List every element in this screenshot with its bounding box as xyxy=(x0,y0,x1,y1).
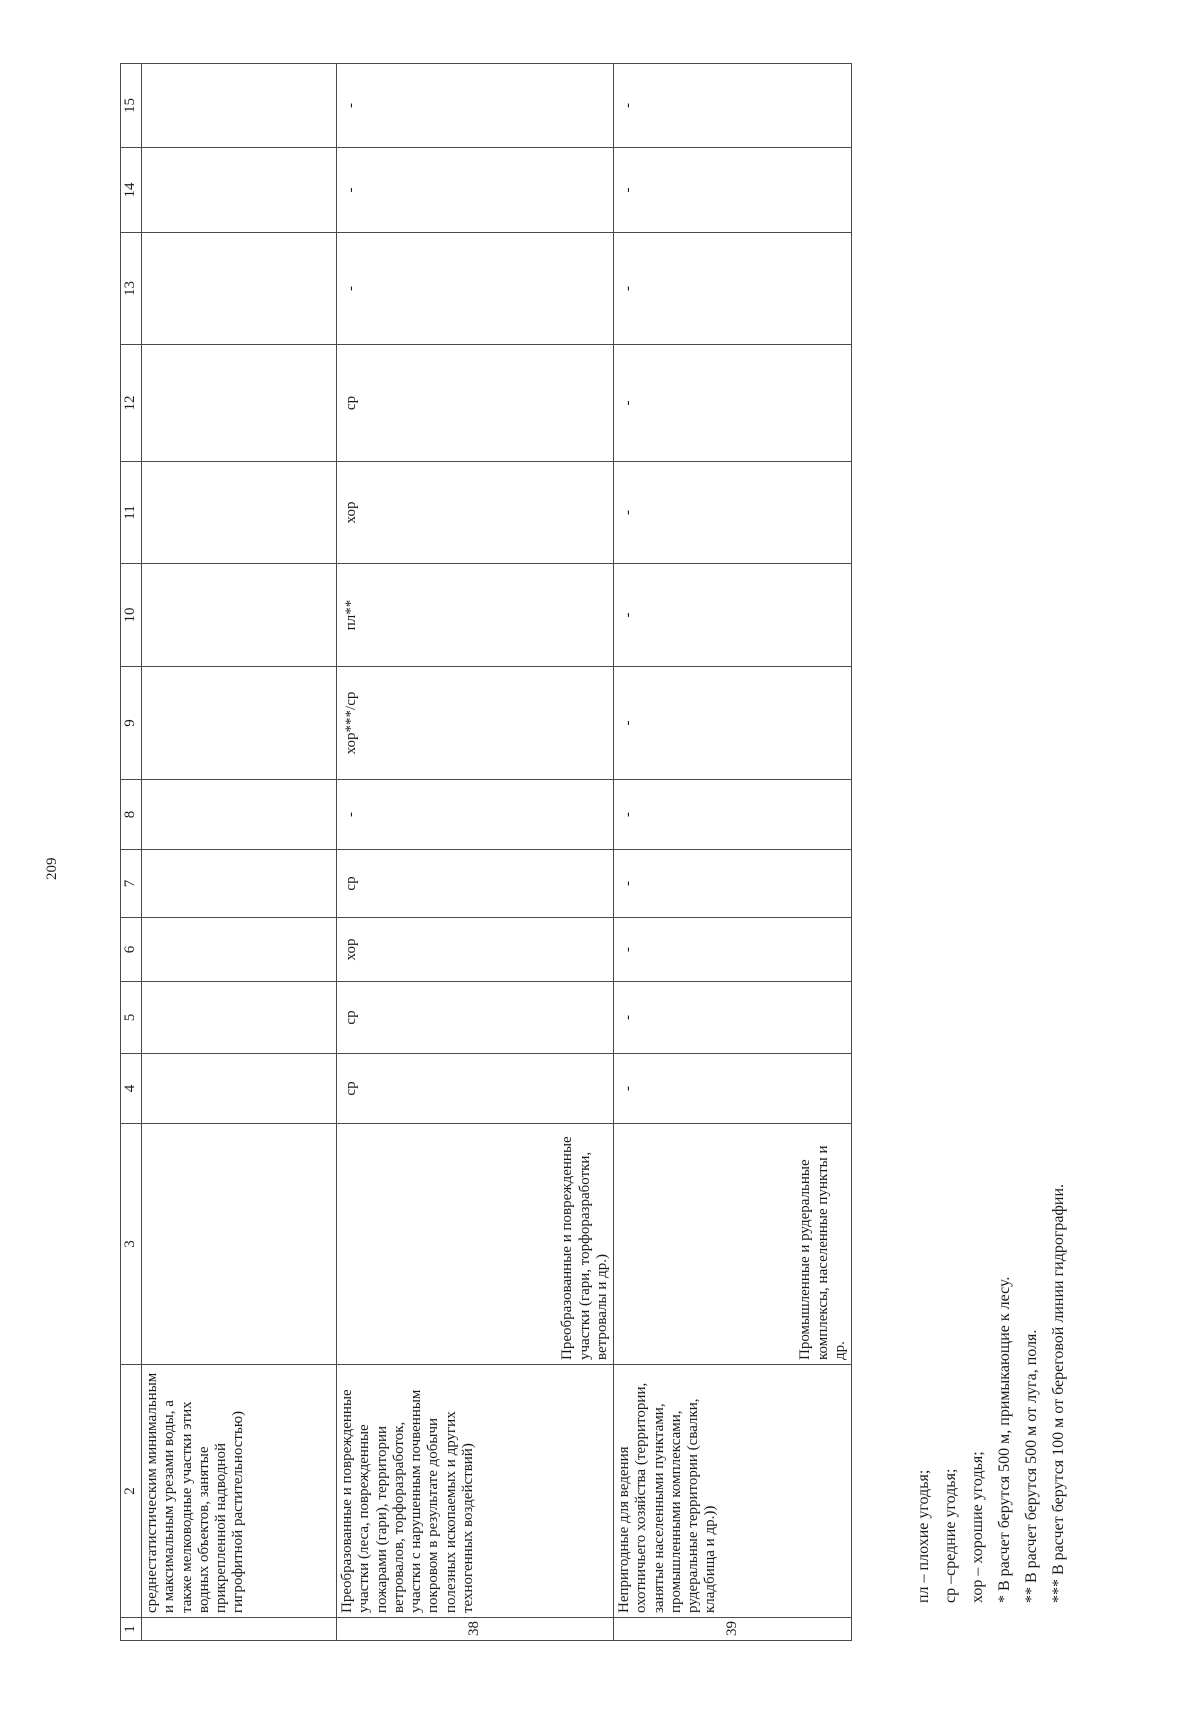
land-type xyxy=(142,1124,337,1365)
column-number: 9 xyxy=(121,667,142,780)
quality-cell: - xyxy=(614,982,852,1054)
quality-cell xyxy=(142,780,337,850)
quality-cell: хор xyxy=(337,462,614,564)
table-row xyxy=(614,64,852,1641)
column-number: 13 xyxy=(121,233,142,345)
page-number: 209 xyxy=(44,857,60,880)
column-number: 11 xyxy=(121,462,142,564)
column-number: 6 xyxy=(121,918,142,982)
quality-cell: - xyxy=(614,64,852,148)
land-type: Промышленные и рудеральные комплексы, населенные пункты и др. xyxy=(614,1124,852,1365)
column-number: 4 xyxy=(121,1054,142,1124)
note-line: ** В расчет берутся 500 м от луга, поля. xyxy=(1023,1329,1040,1603)
column-number-row xyxy=(121,64,142,1641)
quality-cell: - xyxy=(614,1054,852,1124)
quality-cell xyxy=(142,667,337,780)
note-line: * В расчет берутся 500 м, примыкающие к лесу. xyxy=(996,1276,1013,1603)
quality-cell: ср xyxy=(337,345,614,462)
quality-cell xyxy=(142,982,337,1054)
quality-cell xyxy=(142,564,337,667)
column-number: 1 xyxy=(121,1618,142,1641)
quality-cell: - xyxy=(337,233,614,345)
quality-cell xyxy=(142,148,337,233)
row-number xyxy=(142,1618,337,1641)
quality-cell: - xyxy=(614,780,852,850)
quality-cell: - xyxy=(614,462,852,564)
quality-cell xyxy=(142,345,337,462)
column-number: 7 xyxy=(121,850,142,918)
quality-cell: - xyxy=(614,345,852,462)
row-number: 38 xyxy=(337,1618,614,1641)
note-line: хор – хорошие угодья; xyxy=(969,1451,986,1603)
land-category: среднестатистическим минимальным и максимальным урезами воды, а также мелководные участки этих водных объектов, занятые прикрепленной надводной гигрофитной растительностью) xyxy=(142,1365,337,1618)
quality-cell: ср xyxy=(337,982,614,1054)
quality-cell xyxy=(142,462,337,564)
column-number: 3 xyxy=(121,1124,142,1365)
quality-cell: - xyxy=(337,780,614,850)
quality-cell: хор***/ср xyxy=(337,667,614,780)
quality-cell: - xyxy=(614,918,852,982)
quality-cell: ср xyxy=(337,1054,614,1124)
row-number: 39 xyxy=(614,1618,852,1641)
hunting-grounds-table xyxy=(120,63,852,1641)
quality-cell xyxy=(142,1054,337,1124)
column-number: 12 xyxy=(121,345,142,462)
land-category: Преобразованные и поврежденные участки (леса, поврежденные пожарами (гари), территории ветровалов, торфоразработок, участки с нарушенным почвенным покровом в результате добычи полезных ископаемых и других техногенных воздействий) xyxy=(337,1365,614,1618)
quality-cell: - xyxy=(337,148,614,233)
quality-cell: пл** xyxy=(337,564,614,667)
column-number: 5 xyxy=(121,982,142,1054)
column-number: 15 xyxy=(121,64,142,148)
column-number: 14 xyxy=(121,148,142,233)
quality-cell: - xyxy=(614,148,852,233)
note-line: пл – плохие угодья; xyxy=(915,1469,932,1603)
quality-cell: хор xyxy=(337,918,614,982)
table-row xyxy=(337,64,614,1641)
quality-cell: - xyxy=(337,64,614,148)
quality-cell xyxy=(142,850,337,918)
quality-cell: ср xyxy=(337,850,614,918)
column-number: 10 xyxy=(121,564,142,667)
quality-cell xyxy=(142,64,337,148)
quality-cell: - xyxy=(614,667,852,780)
note-line: *** В расчет берутся 100 м от береговой линии гидрографии. xyxy=(1050,1183,1067,1603)
land-category: Непригодные для ведения охотничьего хозяйства (территории, занятые населенными пунктами, промышленными комплексами, рудеральные территории (свалки, кладбища и др.)) xyxy=(614,1365,852,1618)
quality-cell: - xyxy=(614,850,852,918)
table-row xyxy=(142,64,337,1641)
quality-cell: - xyxy=(614,233,852,345)
legend-notes xyxy=(910,1184,1072,1603)
quality-cell xyxy=(142,918,337,982)
column-number: 8 xyxy=(121,780,142,850)
quality-cell: - xyxy=(614,564,852,667)
land-type: Преобразованные и поврежденные участки (гари, торфоразработки, ветровалы и др.) xyxy=(337,1124,614,1365)
note-line: ср –средние угодья; xyxy=(942,1468,959,1603)
column-number: 2 xyxy=(121,1365,142,1618)
quality-cell xyxy=(142,233,337,345)
